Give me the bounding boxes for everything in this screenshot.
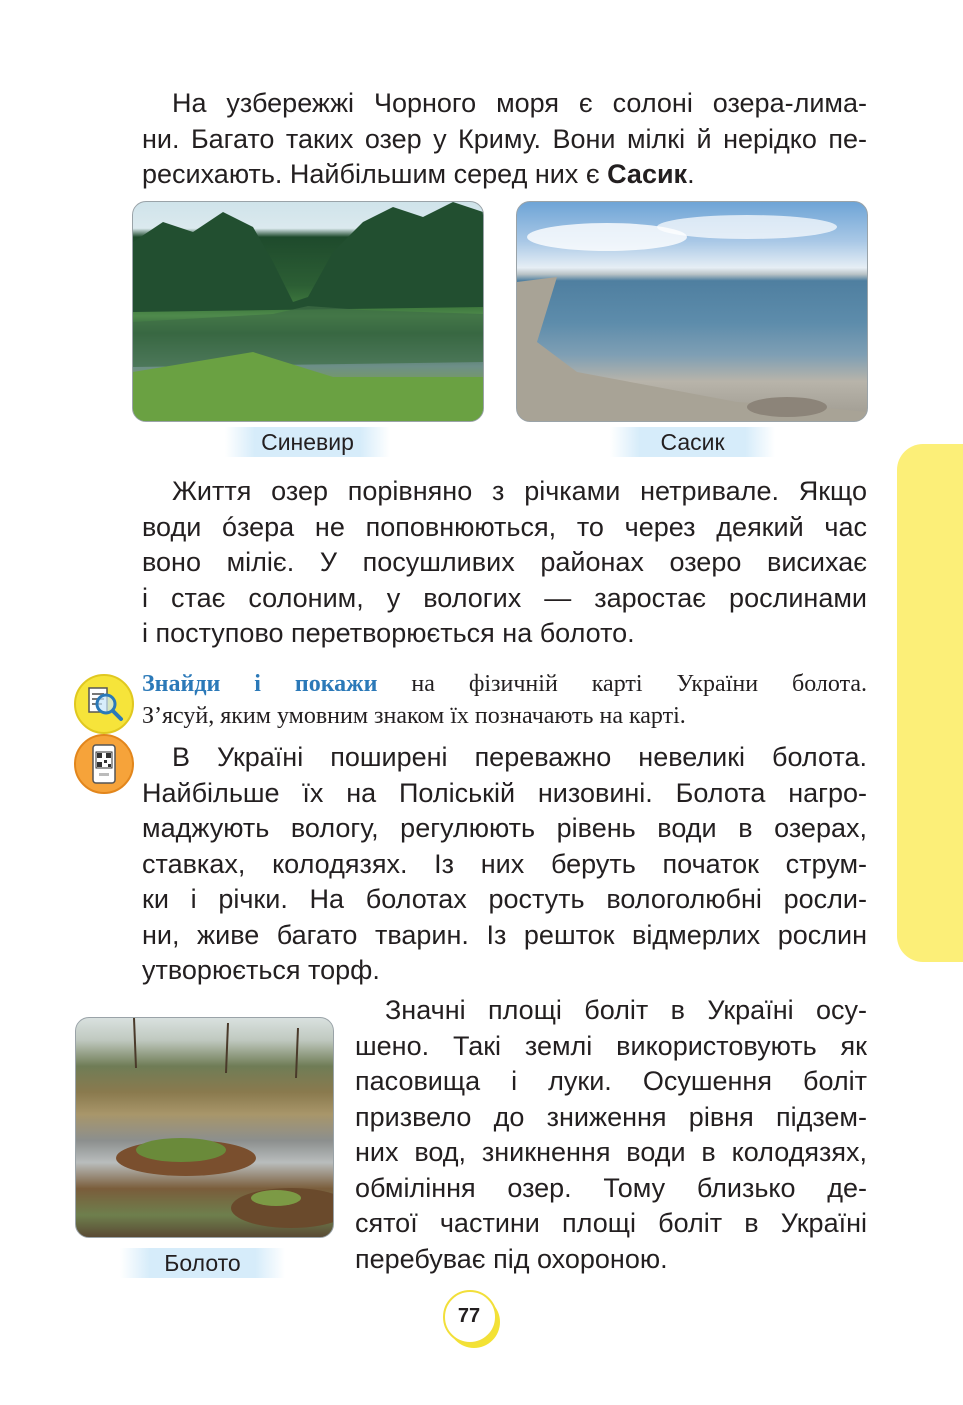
text-fragment: на фізичній карті України болота. — [377, 671, 867, 697]
text-line: В Україні поширені переважно невеликі болота. — [172, 742, 867, 772]
page-number-badge — [443, 1290, 497, 1344]
text-line: води óзера не поповнюються, то через деякий час — [142, 511, 867, 542]
task-find-and-show — [142, 668, 867, 732]
paragraph-swamps — [142, 740, 867, 989]
text-line: призвело до зниження рівня підзем- — [355, 1101, 867, 1132]
text-line: пасовища і луки. Осушення боліт — [355, 1066, 867, 1096]
text-line: Значні площі боліт в Україні осу- — [385, 995, 867, 1025]
text-line: сятої частини площі боліт в Україні — [355, 1208, 867, 1238]
task-line: З’ясуй, яким умовним знаком їх позначають на карті. — [142, 703, 686, 729]
paragraph-drainage — [355, 993, 867, 1277]
text-line: воно міліє. У посушливих районах озеро висихає — [142, 547, 867, 577]
text-line: ставках, колодязях. Із них беруть початок струм- — [142, 848, 867, 879]
text-line — [142, 157, 867, 193]
text-fragment: ресихають. Найбільшим серед них є — [142, 159, 608, 189]
text-line: шено. Такі землі використовують як — [355, 1030, 867, 1061]
text-line: ки і річки. На болотах ростуть вологолюбні росли- — [142, 884, 867, 914]
qr-code-phone-icon — [74, 734, 134, 794]
magnifier-document-icon — [74, 674, 134, 734]
text-fragment: . — [687, 159, 695, 189]
chapter-side-tab — [897, 444, 963, 962]
text-line: і стає солоним, у вологих — заростає рослинами — [142, 582, 867, 613]
text-line: них вод, зникнення води в колодязях, — [355, 1137, 867, 1167]
text-line: ни, живе багато тварин. Із решток відмерлих рослин — [142, 919, 867, 950]
caption-synevyr: Синевир — [225, 427, 390, 457]
term-sasyk: Сасик — [607, 159, 688, 189]
text-line: Найбільше їх на Поліській низовині. Болота нагро- — [142, 777, 867, 808]
task-line — [142, 668, 867, 700]
page-number: 77 — [457, 1305, 481, 1327]
caption-swamp: Болото — [120, 1248, 285, 1278]
text-line: Життя озер порівняно з річками нетривале. Якщо — [172, 476, 867, 506]
text-line: маджують вологу, регулюють рівень води в озерах, — [142, 813, 867, 843]
task-highlight: Знайди і покажи — [142, 671, 378, 697]
paragraph-salt-lakes — [142, 86, 867, 193]
photo-sasyk-lake — [516, 201, 868, 422]
caption-sasyk: Сасик — [610, 427, 775, 457]
text-line: ни. Багато таких озер у Криму. Вони мілкі й нерідко пе- — [142, 123, 867, 154]
text-line: На узбережжі Чорного моря є солоні озера-лима- — [172, 88, 867, 118]
text-line: утворюється торф. — [142, 955, 380, 985]
text-line: і поступово перетворюється на болото. — [142, 618, 635, 648]
photo-swamp — [75, 1017, 334, 1238]
text-line: обміління озер. Тому близько де- — [355, 1172, 867, 1203]
text-line: перебуває під охороною. — [355, 1243, 668, 1274]
paragraph-lake-life — [142, 474, 867, 652]
photo-synevyr-lake — [132, 201, 484, 422]
